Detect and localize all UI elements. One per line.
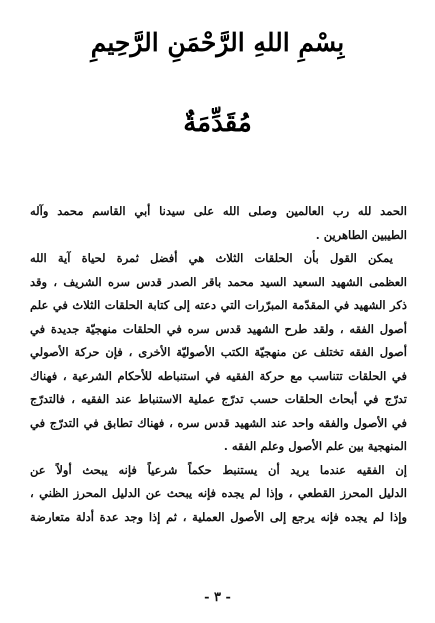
text-line: إن الفقيه عندما يريد أن يستنبط حكماً شرعياً فإنه يبحث أولاً عن — [30, 462, 407, 477]
paragraph-faqih — [30, 459, 407, 530]
text-line: أصول الفقه تختلف عن منهجيّة الكتب الأصوليّة الأخرى ، فإن حركة الأصولي — [30, 345, 407, 359]
text-line: ذكر الشهيد في المقدّمة المبرّرات التي دعته إلى كتابة الحلقات الثلاث في علم — [30, 298, 407, 312]
text-line: يمكن القول بأن الحلقات الثلاث هي أفضل ثمرة لحياة آية الله — [30, 251, 393, 265]
paragraph-halaqat — [30, 247, 407, 459]
basmala-header: بِسْمِ اللهِ الرَّحْمَنِ الرَّحِيمِ — [90, 28, 345, 57]
text-line: العظمى الشهيد السعيد السيد محمد باقر الصدر قدس سره الشريف ، وقد — [30, 274, 407, 289]
text-line: تدرّج في أبحاث الحلقات حسب تدرّج عملية الاستنباط عند الفقيه ، فالتدرّج — [30, 392, 407, 406]
text-line: وإذا لم يجده فإنه يرجع إلى الأصول العملية ، ثم إذا وجد عدة أدلة متعارضة — [30, 509, 407, 524]
paragraph-intro — [30, 200, 407, 247]
text-line: الدليل المحرز القطعي ، وإذا لم يجده فإنه يبحث عن الدليل المحرز الظني ، — [30, 486, 407, 500]
page-title: مُقَدِّمَةٌ — [183, 108, 252, 138]
text-line: الحمد لله رب العالمين وصلى الله على سيدنا أبي القاسم محمد وآله — [30, 204, 407, 218]
body-text — [30, 200, 407, 529]
page-number: - ٣ - — [204, 590, 231, 605]
text-line: الطيبين الطاهرين . — [315, 227, 407, 242]
text-line: أصول الفقه ، ولقد طرح الشهيد قدس سره في الحلقات منهجيّة جديدة في — [30, 321, 407, 336]
text-line: في الحلقات تتناسب مع حركة الفقيه في استنباطه للأحكام الشرعية ، فهناك — [30, 368, 407, 383]
text-line: المنهجية بين علم الأصول وعلم الفقه . — [223, 439, 407, 453]
text-line: في الأصول والفقه واحد عند الشهيد قدس سره ، فهناك تطابق في التدرّج في — [30, 415, 407, 430]
